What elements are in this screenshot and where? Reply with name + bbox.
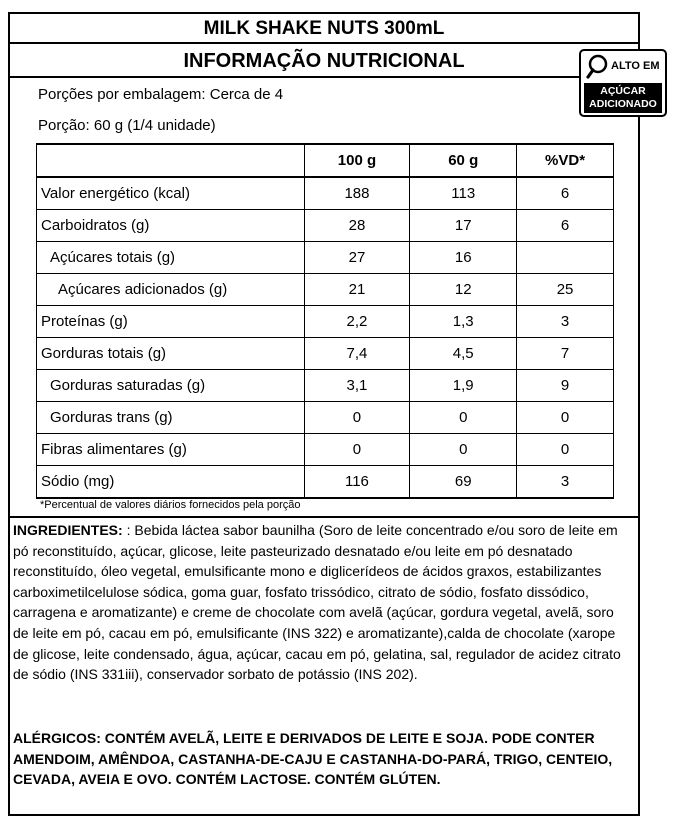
ingredients-label: INGREDIENTES: xyxy=(13,522,123,538)
value-100g: 188 xyxy=(304,177,410,210)
value-vd: 3 xyxy=(517,466,614,499)
value-portion: 17 xyxy=(410,210,517,242)
table-row xyxy=(37,242,614,274)
table-row xyxy=(37,370,614,402)
header-per-portion: 60 g xyxy=(410,144,517,177)
table-row xyxy=(37,177,614,210)
value-100g: 27 xyxy=(304,242,410,274)
table-row xyxy=(37,338,614,370)
badge-bottom-line2: ADICIONADO xyxy=(589,98,657,110)
value-portion: 1,3 xyxy=(410,306,517,338)
nutrition-label xyxy=(8,12,640,816)
table-row xyxy=(37,402,614,434)
nutrient-name: Açúcares adicionados (g) xyxy=(37,274,305,306)
value-vd: 9 xyxy=(517,370,614,402)
ingredients-divider xyxy=(10,516,638,518)
value-100g: 0 xyxy=(304,402,410,434)
value-vd: 7 xyxy=(517,338,614,370)
badge-bottom-line1: AÇÚCAR xyxy=(600,85,646,97)
value-100g: 116 xyxy=(304,466,410,499)
value-portion: 69 xyxy=(410,466,517,499)
nutrient-name: Fibras alimentares (g) xyxy=(37,434,305,466)
nutrient-name: Açúcares totais (g) xyxy=(37,242,305,274)
nutrient-name: Gorduras saturadas (g) xyxy=(37,370,305,402)
table-row xyxy=(37,434,614,466)
table-row xyxy=(37,210,614,242)
table-row xyxy=(37,274,614,306)
ingredients-section xyxy=(13,520,628,685)
nutrition-table xyxy=(36,143,614,499)
table-row xyxy=(37,306,614,338)
value-vd: 0 xyxy=(517,402,614,434)
value-vd: 6 xyxy=(517,210,614,242)
table-row xyxy=(37,466,614,499)
value-portion: 1,9 xyxy=(410,370,517,402)
servings-per-package: Porções por embalagem: Cerca de 4 xyxy=(38,86,284,103)
value-vd: 3 xyxy=(517,306,614,338)
nutrient-name: Carboidratos (g) xyxy=(37,210,305,242)
header-daily-value: %VD* xyxy=(517,144,614,177)
value-vd: 0 xyxy=(517,434,614,466)
badge-top-text: ALTO EM xyxy=(611,60,660,72)
nutrition-info-heading: INFORMAÇÃO NUTRICIONAL xyxy=(10,44,638,78)
portion-size: Porção: 60 g (1/4 unidade) xyxy=(38,117,216,134)
nutrient-name: Gorduras trans (g) xyxy=(37,402,305,434)
nutrient-name: Gorduras totais (g) xyxy=(37,338,305,370)
allergens-statement: ALÉRGICOS: CONTÉM AVELÃ, LEITE E DERIVADOS DE LEITE E SOJA. PODE CONTER AMENDOIM, AMÊNDOA, CASTANHA-DE-CAJU E CASTANHA-DO-PARÁ, TRIGO, CENTEIO, CEVADA, AVEIA E OVO. CONTÉM LACTOSE. CONTÉM GLÚTEN. xyxy=(13,730,613,787)
value-100g: 3,1 xyxy=(304,370,410,402)
magnifier-icon xyxy=(586,53,614,81)
nutrient-name: Proteínas (g) xyxy=(37,306,305,338)
badge-top xyxy=(581,51,665,83)
header-nutrient xyxy=(37,144,305,177)
value-100g: 0 xyxy=(304,434,410,466)
value-portion: 4,5 xyxy=(410,338,517,370)
value-portion: 0 xyxy=(410,434,517,466)
value-portion: 0 xyxy=(410,402,517,434)
nutrient-name: Sódio (mg) xyxy=(37,466,305,499)
daily-value-footnote: *Percentual de valores diários fornecidos pela porção xyxy=(40,499,301,511)
value-portion: 16 xyxy=(410,242,517,274)
value-portion: 12 xyxy=(410,274,517,306)
product-title: MILK SHAKE NUTS 300mL xyxy=(10,14,638,44)
value-portion: 113 xyxy=(410,177,517,210)
value-100g: 28 xyxy=(304,210,410,242)
badge-bottom xyxy=(584,83,662,113)
high-added-sugar-badge xyxy=(579,49,667,117)
table-header-row xyxy=(37,144,614,177)
nutrient-name: Valor energético (kcal) xyxy=(37,177,305,210)
value-vd: 25 xyxy=(517,274,614,306)
value-100g: 7,4 xyxy=(304,338,410,370)
value-100g: 2,2 xyxy=(304,306,410,338)
value-100g: 21 xyxy=(304,274,410,306)
ingredients-text: : Bebida láctea sabor baunilha (Soro de leite concentrado e/ou soro de leite em pó reconstituído, açúcar, glicose, leite pasteurizado desnatado e/ou leite em pó desnatado reconstituído, óleo vegetal, emulsificante mono e diglicerídeos de ácidos graxos, estabilizantes carboximetilcelulose sódica, goma guar, fosfato trissódico, citrato de sódio, fosfato dissódico, carragena e aromatizante) e creme de chocolate com avelã (açúcar, gordura vegetal, avelã, soro de leite em pó, cacau em pó, emulsificante (INS 322) e aromatizante),calda de chocolate (xarope de glicose, leite condensado, água, açúcar, cacau em pó, gelatina, sal, regulador de acidez citrato de sódio (INS 331iii), conservador sorbato de potássio (INS 202). xyxy=(13,522,621,683)
header-per-100g: 100 g xyxy=(304,144,410,177)
value-vd xyxy=(517,242,614,274)
value-vd: 6 xyxy=(517,177,614,210)
